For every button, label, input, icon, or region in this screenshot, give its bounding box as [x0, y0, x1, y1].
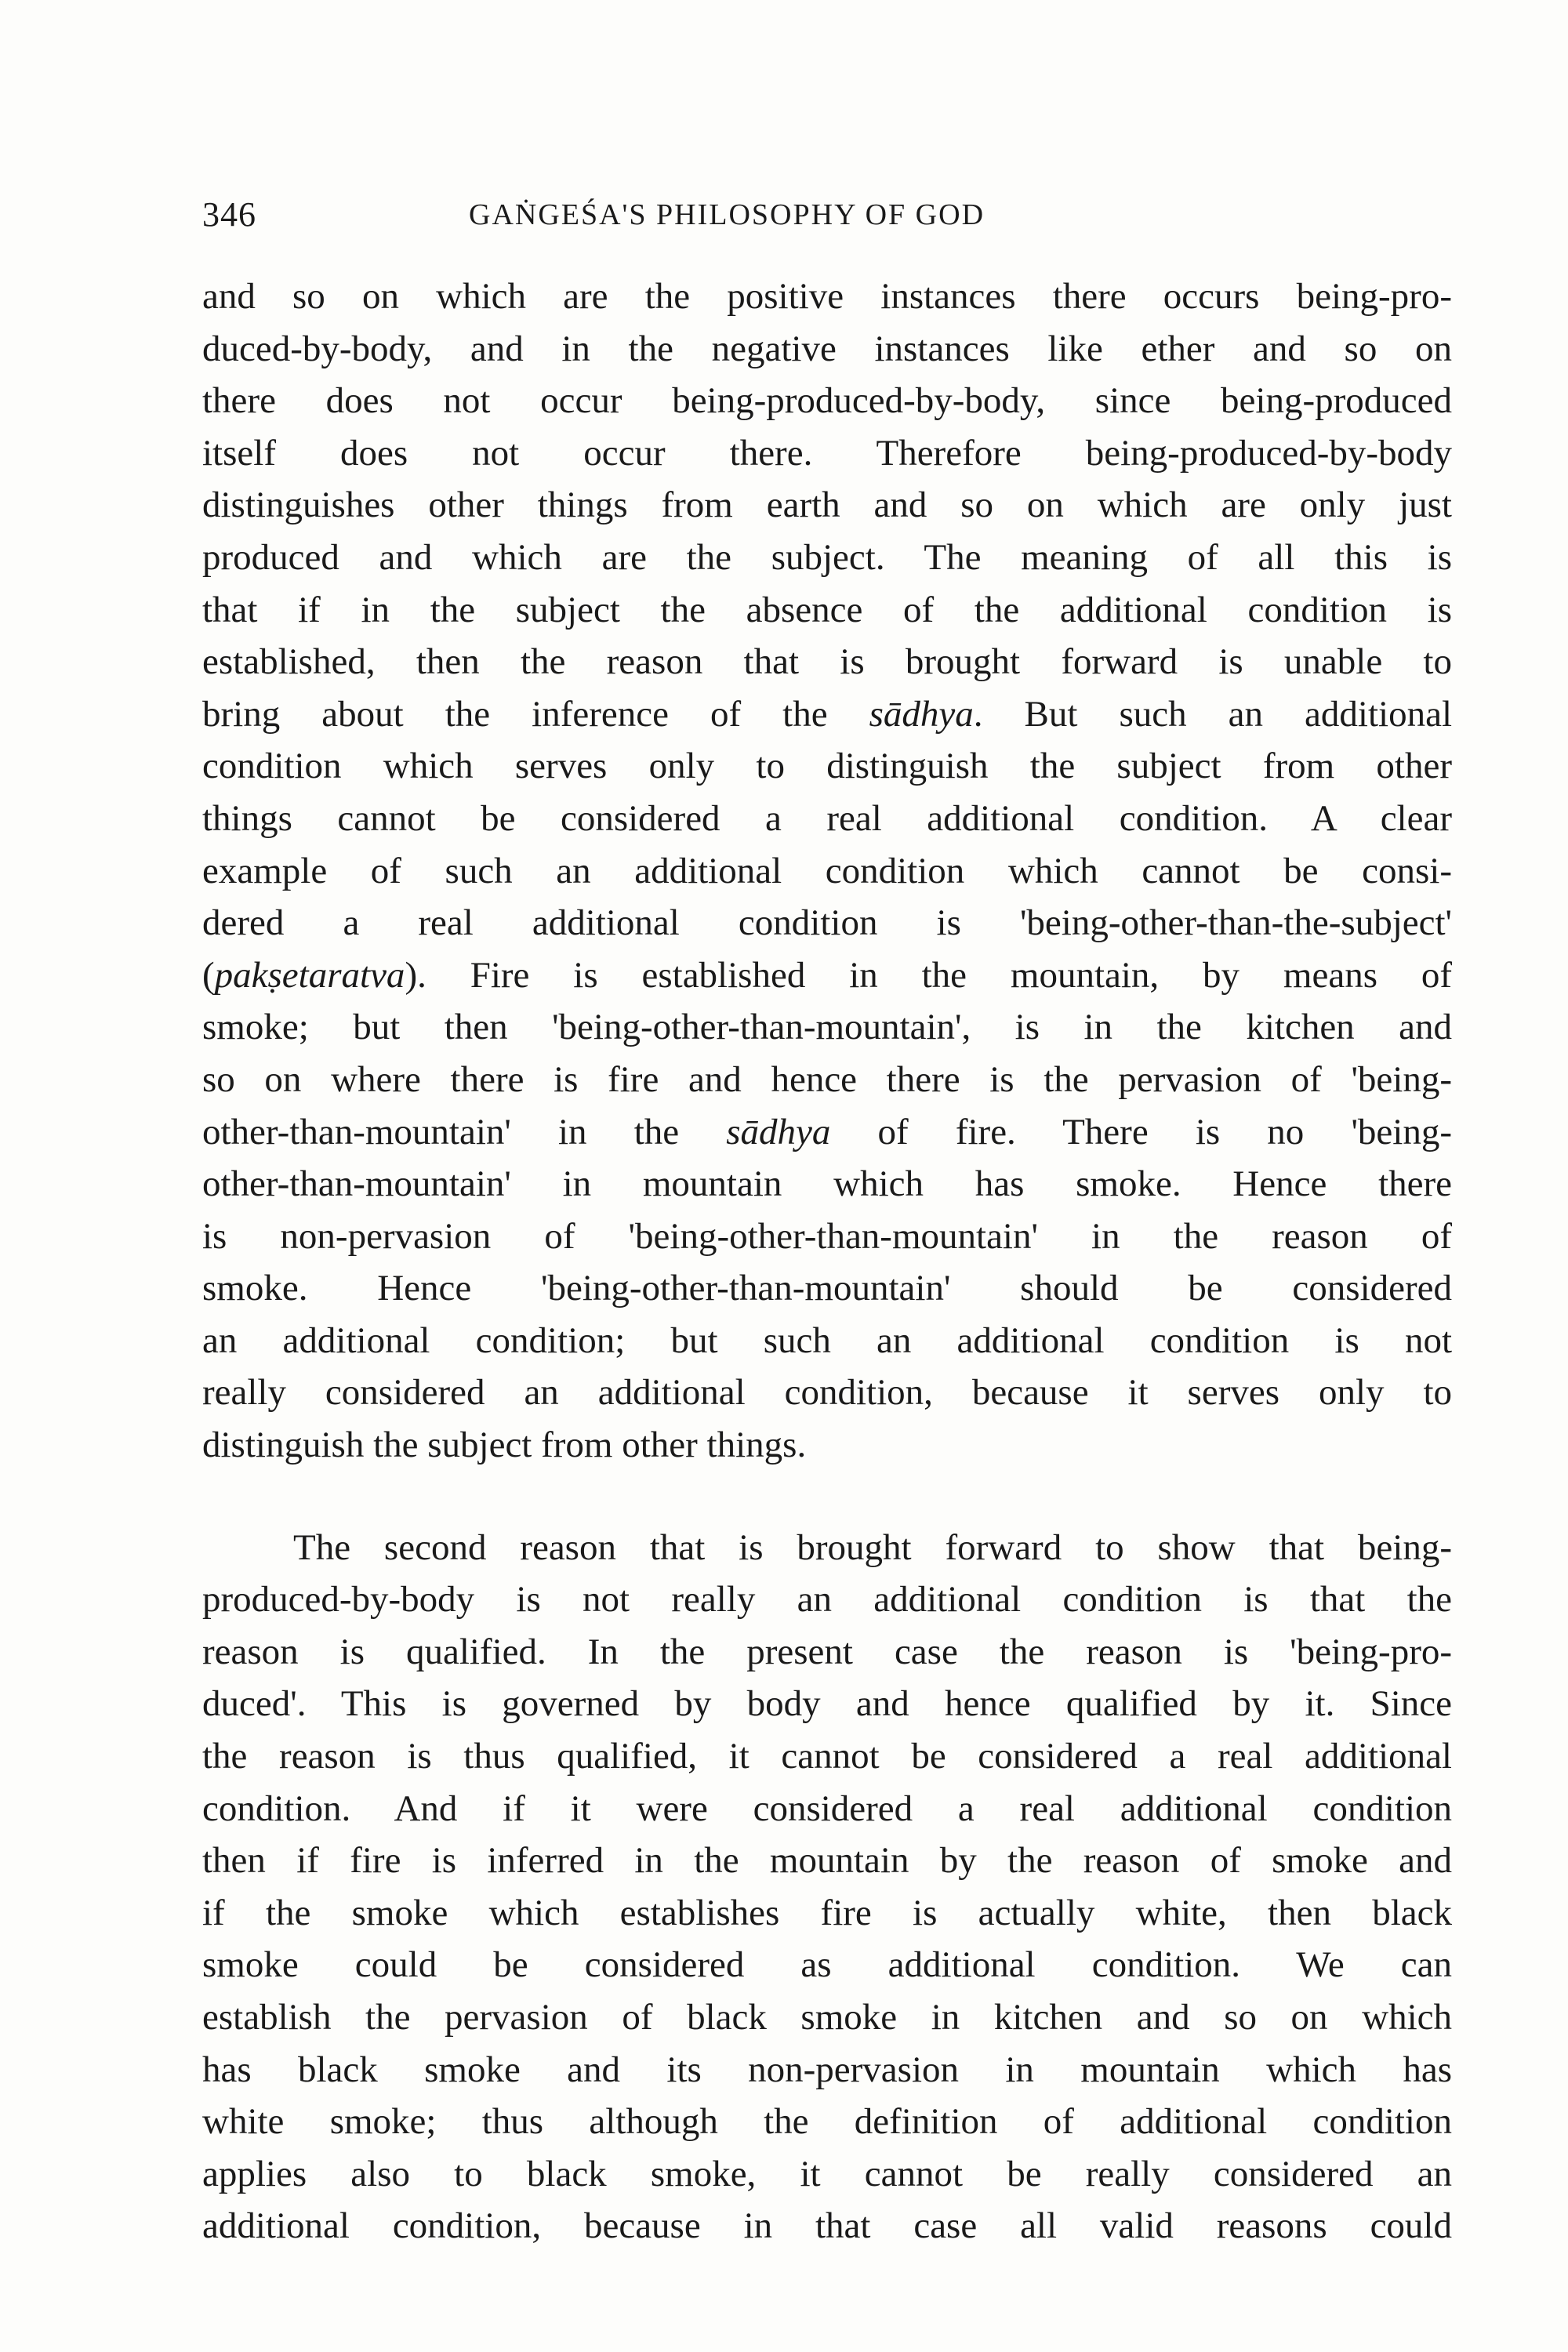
text-line: The second reason that is brought forward to show that being- [293, 1526, 1452, 1568]
text-line: other-than-mountain' in mountain which has smoke. Hence there [202, 1163, 1452, 1205]
running-head: GAṄGEŚA'S PHILOSOPHY OF GOD [469, 198, 985, 231]
text-line: the reason is thus qualified, it cannot be considered a real additional [202, 1736, 1452, 1777]
text-line: there does not occur being-produced-by-body, since being-produced [202, 380, 1452, 422]
page-number: 346 [202, 195, 256, 234]
text-line: is non-pervasion of 'being-other-than-mountain' in the reason of [202, 1215, 1452, 1257]
paragraph-1 [202, 270, 1452, 1472]
text-line: other-than-mountain' in the sādhya of fire. There is no 'being- [202, 1111, 1452, 1152]
text-line: condition. And if it were considered a real additional condition [202, 1788, 1452, 1829]
text-line: additional condition, because in that case all valid reasons could [202, 2205, 1452, 2247]
paragraph-2 [202, 1522, 1452, 2252]
text-line: an additional condition; but such an additional condition is not [202, 1319, 1452, 1361]
text-line: that if in the subject the absence of the additional condition is [202, 589, 1452, 630]
text-line: if the smoke which establishes fire is actually white, then black [202, 1892, 1452, 1933]
text-line: condition which serves only to distinguish the subject from other [202, 746, 1452, 787]
text-line: bring about the inference of the sādhya. But such an additional [202, 693, 1453, 735]
text-line: distinguishes other things from earth and so on which are only just [202, 485, 1452, 526]
text-line: duced-by-body, and in the negative instances like ether and so on [202, 328, 1452, 369]
text-line: smoke; but then 'being-other-than-mountain', is in the kitchen and [202, 1007, 1452, 1048]
text-line: so on where there is fire and hence there is the pervasion of 'being- [202, 1058, 1452, 1100]
text-line: white smoke; thus although the definition of additional condition [202, 2101, 1452, 2143]
text-line: and so on which are the positive instances there occurs being-pro- [202, 276, 1452, 317]
text-line: dered a real additional condition is 'being-other-than-the-subject' [202, 902, 1452, 944]
text-line: distinguish the subject from other things. [202, 1425, 807, 1466]
text-line: (pakṣetaratva). Fire is established in the mountain, by means of [202, 954, 1452, 996]
text-line: applies also to black smoke, it cannot be really considered an [202, 2153, 1452, 2194]
text-line: has black smoke and its non-pervasion in mountain which has [202, 2049, 1452, 2090]
text-line: itself does not occur there. Therefore being-produced-by-body [202, 432, 1452, 474]
text-line: produced-by-body is not really an additional condition is that the [202, 1579, 1452, 1621]
text-line: then if fire is inferred in the mountain by the reason of smoke and [202, 1840, 1452, 1882]
body-text [202, 270, 1452, 2252]
text-line: duced'. This is governed by body and hence qualified by it. Since [202, 1683, 1452, 1725]
text-line: things cannot be considered a real additional condition. A clear [202, 797, 1452, 839]
text-line: really considered an additional condition, because it serves only to [202, 1372, 1452, 1414]
text-line: establish the pervasion of black smoke in kitchen and so on which [202, 1997, 1452, 2038]
page-header [202, 194, 1441, 241]
text-line: example of such an additional condition which cannot be consi- [202, 850, 1452, 891]
text-line: smoke. Hence 'being-other-than-mountain' should be considered [202, 1268, 1452, 1309]
text-line: established, then the reason that is brought forward is unable to [202, 641, 1452, 683]
text-line: produced and which are the subject. The meaning of all this is [202, 536, 1452, 578]
text-line: reason is qualified. In the present case the reason is 'being-pro- [202, 1631, 1452, 1672]
text-line: smoke could be considered as additional condition. We can [202, 1944, 1452, 1986]
